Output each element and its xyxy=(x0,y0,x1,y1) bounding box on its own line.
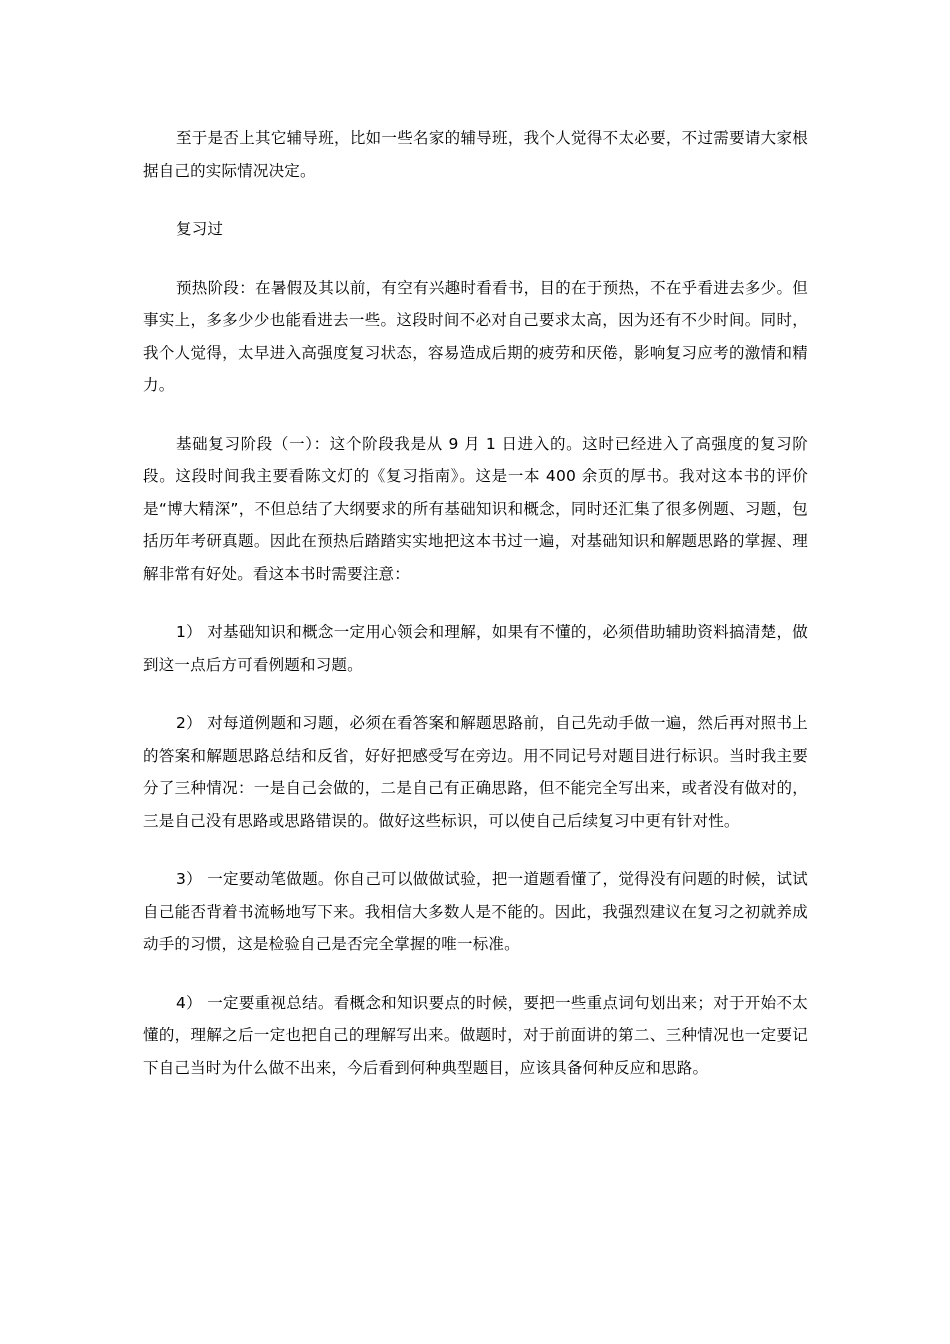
section-heading-review-process: 复习过 xyxy=(176,220,224,238)
list-item-4: 4） 一定要重视总结。看概念和知识要点的时候，要把一些重点词句划出来；对于开始不太懂的，理解之后一定也把自己的理解写出来。做题时，对于前面讲的第二、三种情况也一定要记下自己当时为什么做不出来，今后看到何种典型题目，应该具备何种反应和思路。 xyxy=(143,993,808,1077)
document-body xyxy=(143,122,808,1110)
list-item-3: 3） 一定要动笔做题。你自己可以做做试验，把一道题看懂了，觉得没有问题的时候，试试自己能否背着书流畅地写下来。我相信大多数人是不能的。因此，我强烈建议在复习之初就养成动手的习惯，这是检验自己是否完全掌握的唯一标准。 xyxy=(143,870,808,953)
paragraph-warmup-stage: 预热阶段：在暑假及其以前，有空有兴趣时看看书，目的在于预热，不在乎看进去多少。但事实上，多多少少也能看进去一些。这段时间不必对自己要求太高，因为还有不少时间。同时，我个人觉得，太早进入高强度复习状态，容易造成后期的疲劳和厌倦，影响复习应考的激情和精力。 xyxy=(143,278,808,394)
paragraph-tutoring-class: 至于是否上其它辅导班，比如一些名家的辅导班，我个人觉得不太必要，不过需要请大家根据自己的实际情况决定。 xyxy=(143,129,808,180)
list-item-2: 2） 对每道例题和习题，必须在看答案和解题思路前，自己先动手做一遍，然后再对照书上的答案和解题思路总结和反省，好好把感受写在旁边。用不同记号对题目进行标识。当时我主要分了三种情况：一是自己会做的，二是自己有正确思路，但不能完全写出来，或者没有做对的，三是自己没有思路或思路错误的。做好这些标识，可以使自己后续复习中更有针对性。 xyxy=(143,714,808,830)
paragraph-basic-review-stage: 基础复习阶段（一）：这个阶段我是从 9 月 1 日进入的。这时已经进入了高强度的复习阶段。这段时间我主要看陈文灯的《复习指南》。这是一本 400 余页的厚书。我对这本书的评价是“博大精深”，不但总结了大纲要求的所有基础知识和概念，同时还汇集了很多例题、习题，包括历年考研真题。因此在预热后踏踏实实地把这本书过一遍，对基础知识和解题思路的掌握、理解非常有好处。看这本书时需要注意： xyxy=(143,434,808,583)
list-item-1: 1） 对基础知识和概念一定用心领会和理解，如果有不懂的，必须借助辅助资料搞清楚，做到这一点后方可看例题和习题。 xyxy=(143,623,808,674)
